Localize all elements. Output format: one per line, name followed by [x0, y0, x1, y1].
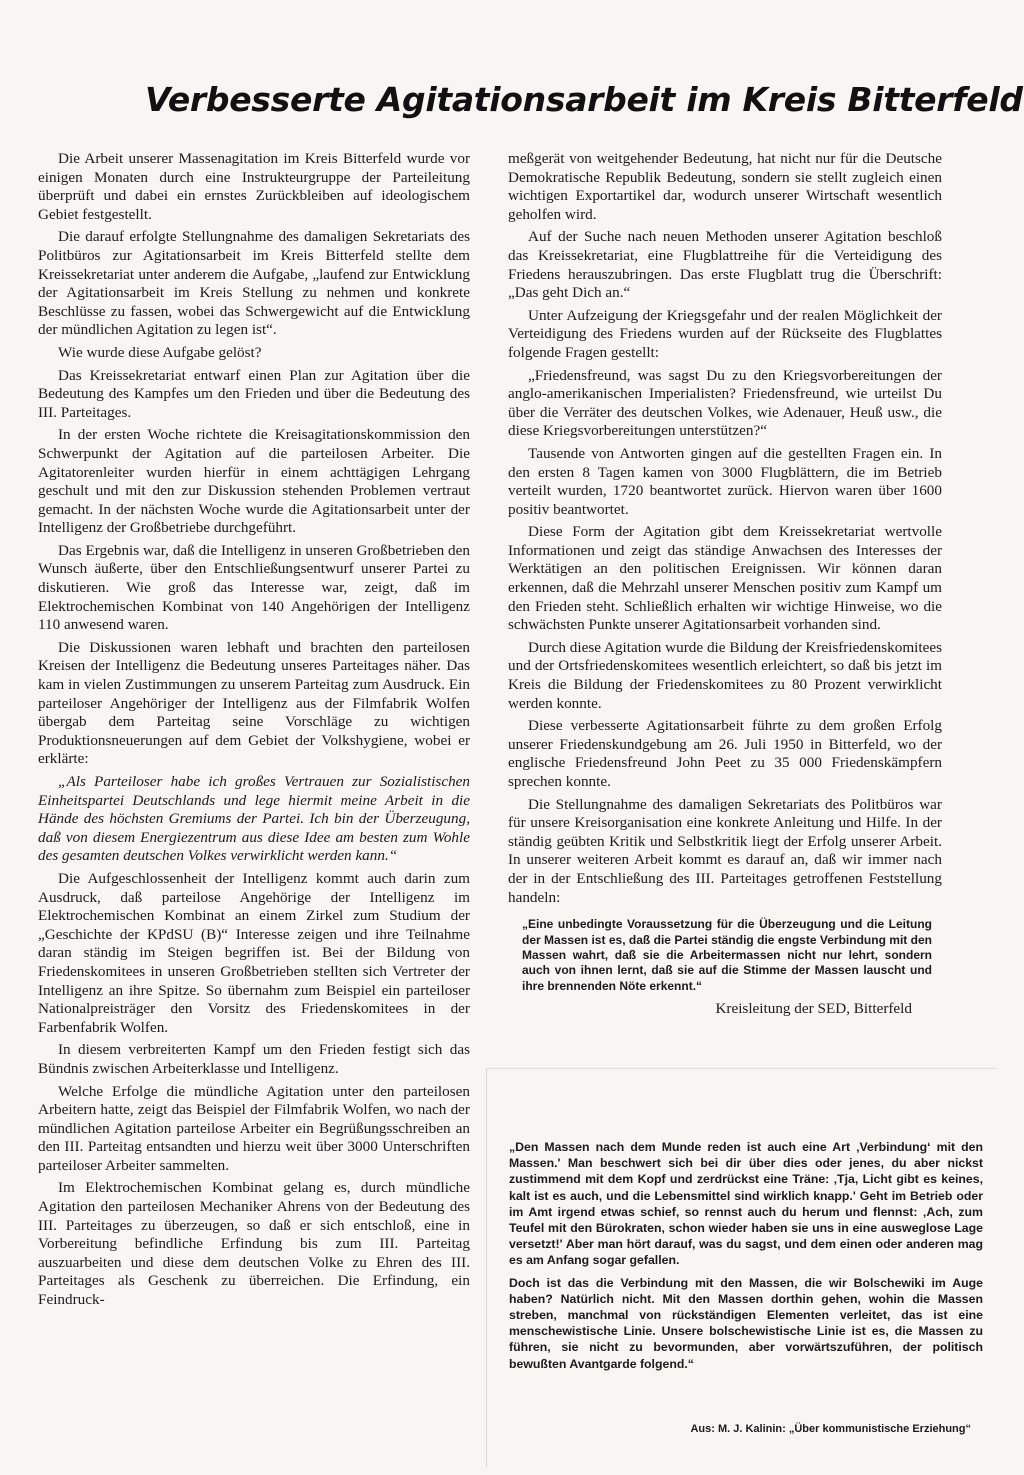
paragraph: Diese Form der Agitation gibt dem Kreissekretariat wertvolle Informationen und zeigt das ständige Anwachsen des Interesses der Werktätigen an den politischen Ereignissen. Wir können daran erkennen, daß die Mehrzahl unserer Menschen positiv zum Kampf um den Frieden steht. Schließlich erhalten wir wichtige Hinweise, wo die schwächsten Punkte unserer Agitationsarbeit vorhanden sind. [508, 523, 942, 634]
left-column [38, 150, 470, 1314]
paragraph: Auf der Suche nach neuen Methoden unserer Agitation beschloß das Kreissekretariat, eine Flugblattreihe für die Verteidigung des Friedens herauszubringen. Das erste Flugblatt trug die Überschrift: „Das geht Dich an.“ [508, 228, 942, 302]
quote-paragraph: „Den Massen nach dem Munde reden ist auch eine Art ‚Verbindung‘ mit den Massen.' Man beschwert sich bei dir über dies oder jenes, du aber nickst zustimmend mit dem Kopf und zerdrückst eine Träne: ‚Tja, Licht gibt es keines, kalt ist es auch, und die Lebensmittel sind wirklich knapp.' Geht im Betrieb oder im Amt irgend etwas schief, so rennst auch du herum und flennst: ‚Ach, zum Teufel mit den Bürokraten, schon wieder haben sie uns in eine ausweglose Lage versetzt!' Aber man hört darauf, was du sagst, und dem einen oder anderen mag es am Anfang sogar gefallen. [509, 1140, 983, 1268]
paragraph: In der ersten Woche richtete die Kreisagitationskommission den Schwerpunkt der Agitation auf die parteilosen Arbeiter. Die Agitatorenleiter wurden hierfür in einem achttägigen Lehrgang geschult und mit den zur Diskussion stehenden Problemen vertraut gemacht. In der nächsten Woche wurde die Agitationsarbeit unter der Intelligenz der Großbetriebe durchgeführt. [38, 426, 470, 537]
page-title: Verbesserte Agitationsarbeit im Kreis Bitterfeld [145, 80, 1023, 119]
paragraph: Wie wurde diese Aufgabe gelöst? [58, 343, 262, 361]
paragraph: Welche Erfolge die mündliche Agitation unter den parteilosen Arbeitern hatte, zeigt das Beispiel der Filmfabrik Wolfen, wo nach der mündlichen Agitation parteilose Arbeiter ein Begrüßungsschreiben an den III. Parteitag entsandten und hierzu weit über 3000 Unterschriften parteiloser Arbeiter sammelten. [38, 1082, 470, 1174]
paragraph: Durch diese Agitation wurde die Bildung der Kreisfriedenskomitees und der Ortsfriedenskomitees wesentlich erleichtert, so daß bis jetzt im Kreis die Bildung der Friedenskomitees zu 80 Prozent verwirklicht werden konnte. [508, 638, 942, 712]
paragraph: Die Stellungnahme des damaligen Sekretariats des Politbüros war für unsere Kreisorganisation eine konkrete Anleitung und Hilfe. In der ständig geübten Kritik und Selbstkritik liegt der Erfolg unserer Arbeit. In unserer weiteren Arbeit kommt es darauf an, daß wir immer nach der in der Entschließung des III. Parteitages getroffenen Feststellung handeln: [508, 795, 942, 906]
paragraph: In diesem verbreiterten Kampf um den Frieden festigt sich das Bündnis zwischen Arbeiterklasse und Intelligenz. [38, 1041, 470, 1077]
paragraph: Die Diskussionen waren lebhaft und brachten den parteilosen Kreisen der Intelligenz die Bedeutung unseres Parteitages näher. Das kam in vielen Zustimmungen zu unserem Parteitag zum Ausdruck. Ein parteiloser Angehöriger der Intelligenz aus der Filmfabrik Wolfen übergab dem Parteitag seine Vorschläge zu wichtigen Produktionsneuerungen auf dem Gebiet der Volkshygiene, wobei er erklärte: [38, 638, 470, 768]
paragraph: Unter Aufzeigung der Kriegsgefahr und der realen Möglichkeit der Verteidigung des Friedens wurden auf der Rückseite des Flugblattes folgende Fragen gestellt: [508, 306, 942, 361]
paragraph: meßgerät von weitgehender Bedeutung, hat nicht nur für die Deutsche Demokratische Republik Bedeutung, sondern sie stellt zugleich einen wichtigen Exportartikel dar, wodurch unserer Wirtschaft wesentlich geholfen wird. [508, 150, 942, 223]
right-column [508, 150, 942, 1023]
paragraph: Das Kreissekretariat entwarf einen Plan zur Agitation über die Bedeutung des Kampfes um den Frieden und über die Bedeutung des III. Parteitages. [38, 366, 470, 421]
paragraph: Tausende von Antworten gingen auf die gestellten Fragen ein. In den ersten 8 Tagen kamen von 3000 Flugblättern, die im Betrieb verteilt wurden, 1720 beantwortet zurück. Hiervon waren über 1600 positiv beantwortet. [508, 444, 942, 518]
quote-paragraph: „Als Parteiloser habe ich großes Vertrauen zur Sozialistischen Einheitspartei Deutschlands und lege hiermit meine Arbeit in die Hände des höchsten Gremiums der Partei. Ich bin der Überzeugung, daß von diesem Energiezentrum aus diese Idee am besten zum Wohle des gesamten deutschen Volkes verwirklicht werden kann.“ [38, 773, 470, 865]
paragraph: Die darauf erfolgte Stellungnahme des damaligen Sekretariats des Politbüros zur Agitationsarbeit im Kreis Bitterfeld stellte dem Kreissekretariat unter anderem die Aufgabe, „laufend zur Entwicklung der Agitationsarbeit im Kreis Stellung zu nehmen und konkrete Beschlüsse zu fassen, wobei das Schwergewicht auf die Entwicklung der mündlichen Agitation zu legen ist“. [38, 228, 470, 339]
paragraph: Das Ergebnis war, daß die Intelligenz in unseren Großbetrieben den Wunsch äußerte, über den Entschließungsentwurf unserer Partei zu diskutieren. Wie groß das Interesse war, zeigt, daß im Elektrochemischen Kombinat von 140 Angehörigen der Intelligenz 110 anwesend waren. [38, 541, 470, 634]
party-resolution-quote: „Eine unbedingte Voraussetzung für die Überzeugung und die Leitung der Massen ist es, daß die Partei ständig die engste Verbindung mit den Massen wahrt, daß sie die Arbeitermassen nicht nur lehrt, sondern auch von ihnen lernt, daß sie auf die Stimme der Massen lauscht und ihre brennenden Nöte erkennt.“ [522, 917, 932, 993]
paragraph: „Friedensfreund, was sagst Du zu den Kriegsvorbereitungen der anglo-amerikanischen Imperialisten? Friedensfreund, wie urteilst Du über die Verräter des deutschen Volkes, wie Adenauer, Heuß usw., die diese Kriegsvorbereitungen unterstützen?“ [508, 366, 942, 440]
signature: Kreisleitung der SED, Bitterfeld [715, 1000, 912, 1018]
paragraph: Diese verbesserte Agitationsarbeit führte zu dem großen Erfolg unserer Friedenskundgebung am 26. Juli 1950 in Bitterfeld, wo der englische Friedensfreund John Peet zu 35 000 Friedenskämpfern sprechen konnte. [508, 717, 942, 790]
paragraph: Die Aufgeschlossenheit der Intelligenz kommt auch darin zum Ausdruck, daß parteilose Angehörige der Intelligenz im Elektrochemischen Kombinat an einem Zirkel zum Studium der „Geschichte der KPdSU (B)“ Interesse zeigen und ihre Teilnahme daran ständig im Steigen begriffen ist. Bei der Bildung von Friedenskomitees in unseren Großbetrieben stellten sich Vertreter der Intelligenz an ihre Spitze. So übernahm zum Beispiel ein parteiloser Nationalpreisträger den Vorsitz des Friedenskomitees in der Farbenfabrik Wolfen. [38, 869, 470, 1036]
quote-source: Aus: M. J. Kalinin: „Über kommunistische Erziehung“ [690, 1423, 971, 1435]
paragraph: Die Arbeit unserer Massenagitation im Kreis Bitterfeld wurde vor einigen Monaten durch eine Instrukteurgruppe der Parteileitung überprüft und dabei ein ernstes Zurückbleiben auf ideologischem Gebiet festgestellt. [38, 150, 470, 223]
quote-paragraph: Doch ist das die Verbindung mit den Massen, die wir Bolschewiki im Auge haben? Natürlich nicht. Mit den Massen dorthin gehen, wohin die Massen streben, manchmal von rückständigen Elementen verleitet, das ist eine menschewistische Linie. Unsere bolschewistische Linie ist es, die Massen zu führen, sie nicht zu bevormunden, aber vorwärtszuführen, der politisch bewußten Avantgarde folgend.“ [509, 1275, 983, 1371]
paragraph: Im Elektrochemischen Kombinat gelang es, durch mündliche Agitation den parteilosen Mechaniker Ahrens von der Bedeutung des III. Parteitages zu überzeugen, so daß er sich entschloß, eine in Vorbereitung befindliche Erfindung bis zum III. Parteitag auszuarbeiten und diese dem deutschen Volke zu Ehren des III. Parteitages als Geschenk zu überreichen. Die Erfindung, ein Feindruck- [38, 1179, 470, 1309]
kalinin-quote-text [509, 1139, 983, 1378]
kalinin-quote-box [486, 1068, 997, 1467]
